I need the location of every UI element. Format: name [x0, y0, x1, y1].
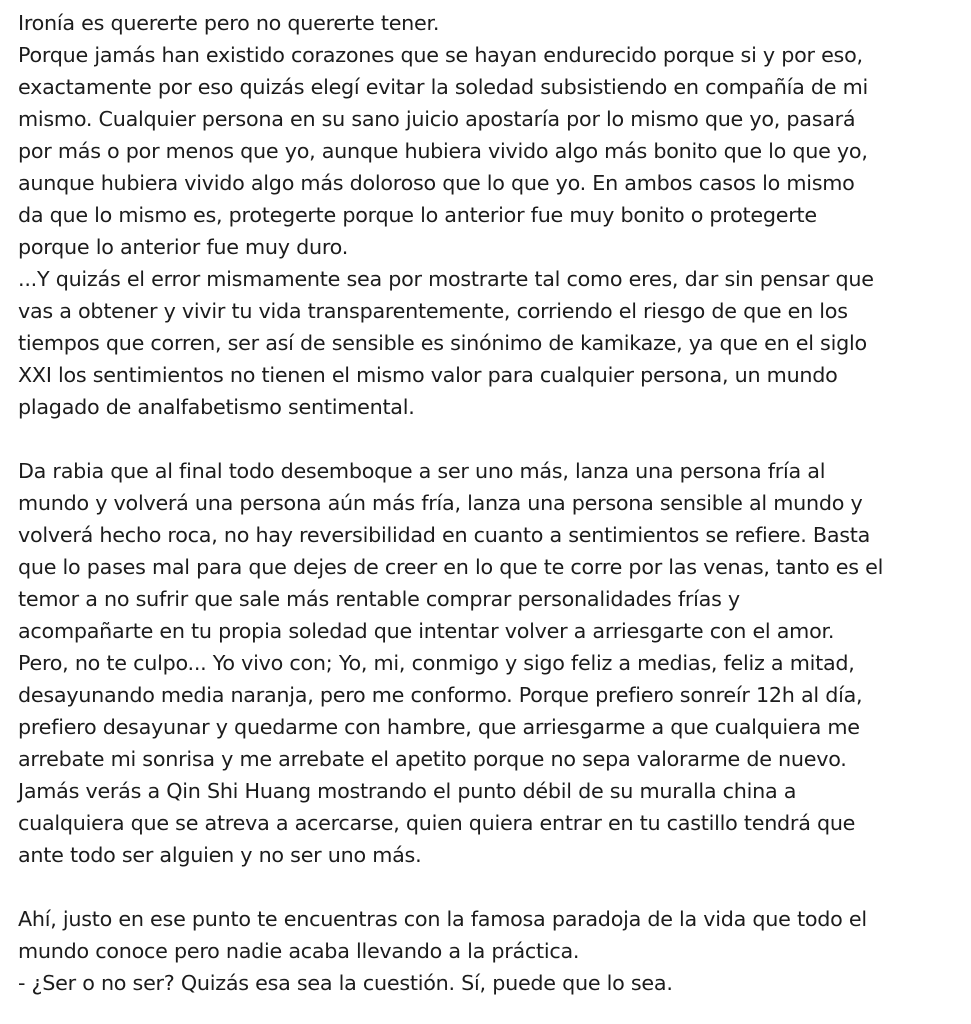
text-line: desayunando media naranja, pero me conformo. Porque prefiero sonreír 12h al día,: [18, 683, 863, 707]
text-line: plagado de analfabetismo sentimental.: [18, 395, 415, 419]
text-line: por más o por menos que yo, aunque hubiera vivido algo más bonito que lo que yo,: [18, 139, 868, 163]
text-line: que lo pases mal para que dejes de creer en lo que te corre por las venas, tanto es el: [18, 555, 884, 579]
text-line: arrebate mi sonrisa y me arrebate el apetito porque no sepa valorarme de nuevo.: [18, 747, 847, 771]
text-line: volverá hecho roca, no hay reversibilidad en cuanto a sentimientos se refiere. Basta: [18, 523, 871, 547]
text-line: Ironía es quererte pero no quererte tener.: [18, 11, 440, 35]
text-line: Da rabia que al final todo desemboque a ser uno más, lanza una persona fría al: [18, 459, 826, 483]
text-line: aunque hubiera vivido algo más doloroso que lo que yo. En ambos casos lo mismo: [18, 171, 855, 195]
text-line: Ahí, justo en ese punto te encuentras con la famosa paradoja de la vida que todo el: [18, 907, 867, 931]
text-line: Porque jamás han existido corazones que se hayan endurecido porque si y por eso,: [18, 43, 863, 67]
text-line: ...Y quizás el error mismamente sea por mostrarte tal como eres, dar sin pensar que: [18, 267, 874, 291]
text-block: [18, 7, 961, 999]
text-line: Pero, no te culpo... Yo vivo con; Yo, mi, conmigo y sigo feliz a medias, feliz a mitad,: [18, 651, 855, 675]
paragraph-gap: [18, 871, 961, 903]
text-line: cualquiera que se atreva a acercarse, quien quiera entrar en tu castillo tendrá que: [18, 811, 856, 835]
text-line: mismo. Cualquier persona en su sano juicio apostaría por lo mismo que yo, pasará: [18, 107, 856, 131]
text-line: XXI los sentimientos no tienen el mismo valor para cualquier persona, un mundo: [18, 363, 838, 387]
text-line: temor a no sufrir que sale más rentable comprar personalidades frías y: [18, 587, 740, 611]
text-line: - ¿Ser o no ser? Quizás esa sea la cuestión. Sí, puede que lo sea.: [18, 971, 673, 995]
text-line: mundo y volverá una persona aún más fría, lanza una persona sensible al mundo y: [18, 491, 863, 515]
text-line: da que lo mismo es, protegerte porque lo anterior fue muy bonito o protegerte: [18, 203, 817, 227]
text-line: ante todo ser alguien y no ser uno más.: [18, 843, 422, 867]
text-line: acompañarte en tu propia soledad que intentar volver a arriesgarte con el amor.: [18, 619, 835, 643]
text-line: vas a obtener y vivir tu vida transparentemente, corriendo el riesgo de que en los: [18, 299, 848, 323]
text-line: tiempos que corren, ser así de sensible es sinónimo de kamikaze, ya que en el siglo: [18, 331, 867, 355]
text-line: exactamente por eso quizás elegí evitar la soledad subsistiendo en compañía de mi: [18, 75, 869, 99]
text-line: Jamás verás a Qin Shi Huang mostrando el punto débil de su muralla china a: [18, 779, 797, 803]
text-line: prefiero desayunar y quedarme con hambre, que arriesgarme a que cualquiera me: [18, 715, 860, 739]
paragraph-gap: [18, 423, 961, 455]
text-line: mundo conoce pero nadie acaba llevando a la práctica.: [18, 939, 580, 963]
text-line: porque lo anterior fue muy duro.: [18, 235, 349, 259]
